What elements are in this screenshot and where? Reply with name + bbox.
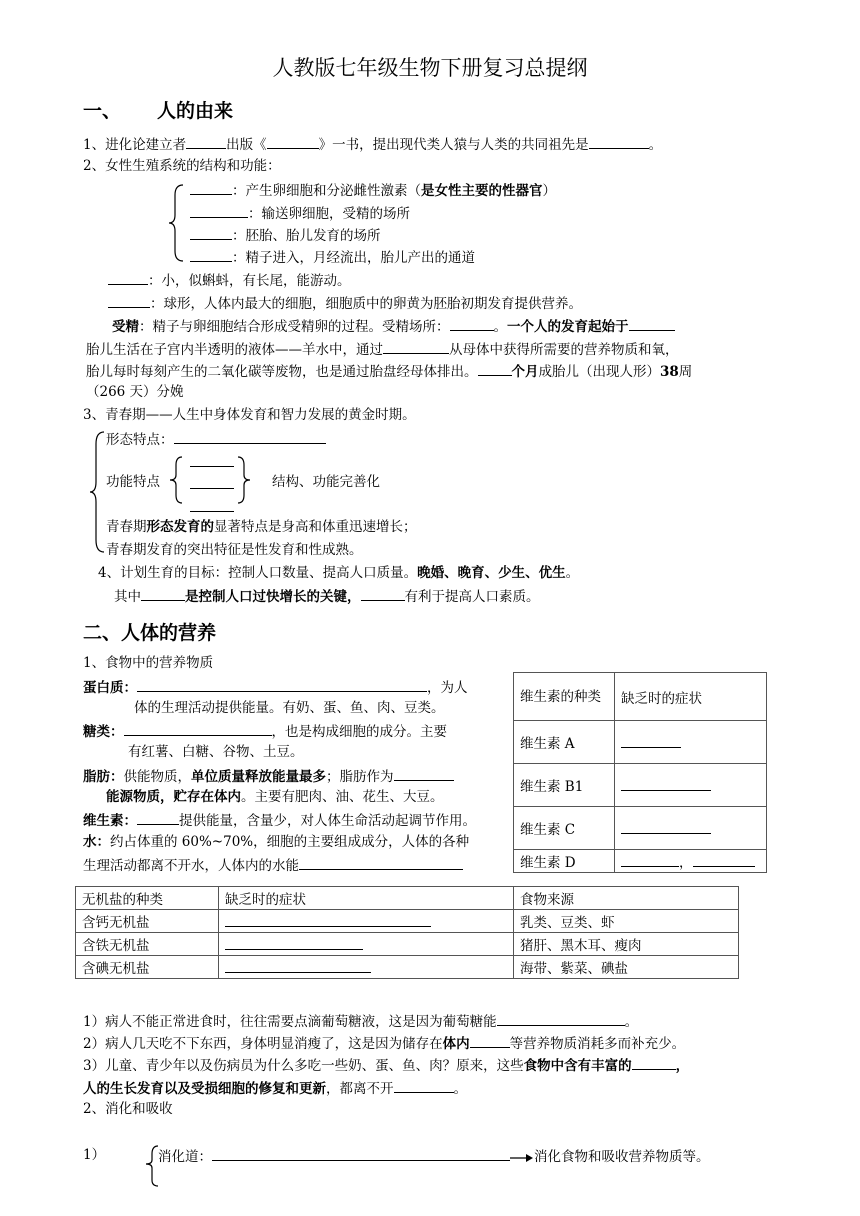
food-source: 海带、紫菜、碘盐 — [514, 956, 739, 979]
table-header-row — [76, 887, 739, 910]
brace-icon — [167, 183, 187, 263]
table-header-cell: 维生素的种类 — [514, 673, 615, 721]
puberty-line-2: 青春期发育的突出特征是性发育和性成熟。 — [106, 542, 363, 558]
table-header-row — [514, 673, 767, 721]
function-label: 功能特点 — [106, 474, 160, 490]
vitamin-name: 维生素 B1 — [514, 764, 615, 807]
food-source: 乳类、豆类、虾 — [514, 910, 739, 933]
symptom-cell — [615, 807, 767, 850]
arrow-right-icon — [510, 1153, 534, 1163]
vitamin-table — [513, 672, 767, 873]
blank[interactable] — [190, 203, 248, 218]
shape-line: 形态特点： — [106, 429, 326, 449]
sugar-line: 糖类： ，也是构成细胞的成分。主要 — [83, 721, 447, 741]
blank[interactable] — [497, 1011, 625, 1026]
blank[interactable] — [225, 935, 363, 950]
table-row — [514, 807, 767, 850]
table-header-cell: 缺乏时的症状 — [219, 887, 514, 910]
blank[interactable] — [190, 225, 232, 240]
protein-line-2: 体的生理活动提供能量。有奶、蛋、鱼、肉、豆类。 — [134, 700, 445, 716]
blank[interactable] — [621, 852, 679, 867]
blank[interactable] — [632, 1055, 676, 1070]
nutrients-heading: 1、食物中的营养物质 — [83, 655, 214, 671]
q2-line: 2、女性生殖系统的结构和功能： — [83, 158, 281, 174]
table-row — [514, 850, 767, 873]
blank[interactable] — [141, 586, 185, 601]
symptom-cell: ， — [615, 850, 767, 873]
vitamin-name: 维生素 C — [514, 807, 615, 850]
fetus-line-3: （266 天）分娩 — [86, 384, 184, 400]
function-brace-icon — [168, 455, 252, 505]
blank[interactable] — [589, 134, 649, 149]
section-1-heading — [83, 96, 233, 123]
blank[interactable] — [190, 180, 232, 195]
blank[interactable] — [137, 677, 427, 692]
digestion-number: 1） — [83, 1147, 106, 1163]
q1-line: 1、进化论建立者 出版《 》一书，提出现代类人猿与人类的共同祖先是 。 — [83, 134, 662, 154]
sperm-line: ：小，似蝌蚪，有长尾，能游动。 — [108, 270, 351, 290]
page-title: 人教版七年级生物下册复习总提纲 — [272, 56, 588, 80]
blank[interactable] — [108, 293, 150, 308]
blank[interactable] — [361, 586, 405, 601]
q4-line: 4、计划生育的目标：控制人口数量、提高人口质量。晚婚、晚育、少生、优生。 — [98, 565, 580, 581]
mineral-name: 含碘无机盐 — [76, 956, 219, 979]
fetus-line-1: 胎儿生活在子宫内半透明的液体——羊水中，通过 从母体中获得所需要的营养物质和氧， — [86, 339, 679, 359]
para-3: 3）儿童、青少年以及伤病员为什么多吃一些奶、蛋、鱼、肉？原来，这些食物中含有丰富的 ， — [83, 1055, 689, 1075]
blank[interactable] — [190, 511, 234, 512]
food-source: 猪肝、黑木耳、瘦肉 — [514, 933, 739, 956]
para-1: 1）病人不能正常进食时，往往需要点滴葡萄糖液，这是因为葡萄糖能 。 — [83, 1011, 638, 1031]
para-2: 2）病人几天吃不下东西，身体明显消瘦了，这是因为储存在体内 等营养物质消耗多而补充少。 — [83, 1033, 685, 1053]
para-4: 人的生长发育以及受损细胞的修复和更新，都离不开 。 — [83, 1078, 467, 1098]
vitamin-line: 维生素： 提供能量，含量少，对人体生命活动起调节作用。 — [83, 810, 476, 830]
protein-line: 蛋白质： ，为人 — [83, 677, 468, 697]
symptom-cell — [219, 933, 514, 956]
blank[interactable] — [267, 134, 319, 149]
section-1-number: 一、 — [83, 100, 122, 122]
blank[interactable] — [693, 852, 755, 867]
blank[interactable] — [137, 810, 179, 825]
table-header-cell: 无机盐的种类 — [76, 887, 219, 910]
water-line: 水：约占体重的 60%~70%，细胞的主要组成成分，人体的各种 — [83, 834, 470, 850]
blank[interactable] — [212, 1146, 510, 1161]
organ-item-4: ：精子进入，月经流出，胎儿产出的通道 — [190, 247, 475, 267]
table-header-cell: 缺乏时的症状 — [615, 673, 767, 721]
q4-line-2: 其中 是控制人口过快增长的关键， 有利于提高人口素质。 — [114, 586, 540, 606]
blank[interactable] — [383, 339, 449, 354]
table-row — [514, 721, 767, 764]
blank[interactable] — [190, 488, 234, 489]
symptom-cell — [219, 956, 514, 979]
symptom-cell — [219, 910, 514, 933]
blank[interactable] — [478, 361, 512, 376]
water-line-2: 生理活动都离不开水，人体内的水能 — [83, 855, 463, 875]
fetus-line-2: 胎儿每时每刻产生的二氧化碳等废物，也是通过胎盘经母体排出。 个月成胎儿（出现人形）38周 — [86, 361, 692, 381]
table-row — [76, 910, 739, 933]
fat-line: 脂肪：供能物质，单位质量释放能量最多；脂肪作为 — [83, 766, 454, 786]
digestion-line: 消化道： 消化食物和吸收营养物质等。 — [158, 1146, 710, 1166]
table-row — [514, 764, 767, 807]
organ-item-3: ：胚胎、胎儿发育的场所 — [190, 225, 381, 245]
blank[interactable] — [190, 247, 232, 262]
puberty-line-1: 青春期形态发育的显著特点是身高和体重迅速增长； — [106, 519, 417, 535]
table-row — [76, 933, 739, 956]
blank[interactable] — [470, 1033, 510, 1048]
blank[interactable] — [621, 819, 711, 834]
blank[interactable] — [124, 721, 272, 736]
blank[interactable] — [186, 134, 226, 149]
mineral-name: 含铁无机盐 — [76, 933, 219, 956]
blank[interactable] — [225, 912, 431, 927]
blank[interactable] — [108, 270, 148, 285]
section-1-title: 人的由来 — [157, 100, 234, 122]
blank[interactable] — [174, 429, 326, 444]
vitamin-name: 维生素 D — [514, 850, 615, 873]
q3-line: 3、青春期——人生中身体发育和智力发展的黄金时期。 — [83, 407, 416, 423]
organ-item-1: ：产生卵细胞和分泌雌性激素（是女性主要的性器官） — [190, 180, 556, 200]
function-tail: 结构、功能完善化 — [272, 474, 380, 490]
blank[interactable] — [394, 766, 454, 781]
blank[interactable] — [621, 776, 711, 791]
sugar-line-2: 有红薯、白糖、谷物、土豆。 — [128, 744, 304, 760]
organ-item-2: ：输送卵细胞，受精的场所 — [190, 203, 410, 223]
section-2-heading: 二、人体的营养 — [83, 622, 217, 644]
brace-icon — [88, 430, 106, 554]
table-row — [76, 956, 739, 979]
blank[interactable] — [629, 316, 675, 331]
fertilization-line: 受精：精子与卵细胞结合形成受精卵的过程。受精场所： 。一个人的发育起始于 — [112, 316, 675, 336]
mineral-table — [75, 886, 739, 979]
symptom-cell — [615, 721, 767, 764]
blank[interactable] — [621, 733, 681, 748]
fat-line-2: 能源物质，贮存在体内。主要有肥肉、油、花生、大豆。 — [106, 789, 444, 805]
vitamin-name: 维生素 A — [514, 721, 615, 764]
blank[interactable] — [225, 958, 371, 973]
table-header-cell: 食物来源 — [514, 887, 739, 910]
blank[interactable] — [190, 466, 234, 467]
digestion-heading: 2、消化和吸收 — [83, 1101, 173, 1117]
blank[interactable] — [394, 1078, 454, 1093]
egg-line: ：球形，人体内最大的细胞，细胞质中的卵黄为胚胎初期发育提供营养。 — [108, 293, 582, 313]
symptom-cell — [615, 764, 767, 807]
blank[interactable] — [450, 316, 494, 331]
blank[interactable] — [299, 855, 463, 870]
mineral-name: 含钙无机盐 — [76, 910, 219, 933]
